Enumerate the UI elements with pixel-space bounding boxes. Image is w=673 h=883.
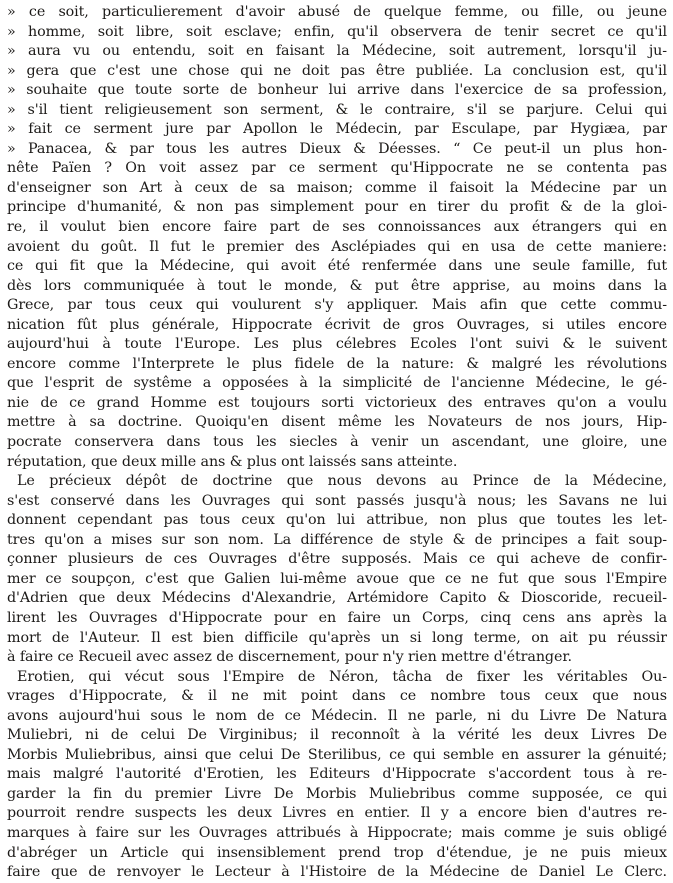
text-line: lirent les Ouvrages d'Hippocrate pour en faire un Corps, cinq cens ans après la bbox=[7, 609, 667, 626]
paragraph-erotien bbox=[7, 668, 667, 883]
text-line: encore comme l'Interprete le plus fidele de la nature: & malgré les révolutions bbox=[7, 355, 667, 372]
text-line: avoient du goût. Il fut le premier des Asclépiades qui en usa de cette maniere: bbox=[7, 238, 667, 255]
text-line: tres qu'on a mises sur son nom. La différence de style & de principes a fait soup- bbox=[7, 531, 667, 548]
text-line: dès lors communiquée à tout le monde, & put être apprise, au moins dans la bbox=[7, 277, 667, 294]
text-line: Le précieux dépôt de doctrine que nous devons au Prince de la Médecine, bbox=[17, 473, 667, 490]
text-line: vrages d'Hippocrate, & il ne mit point dans ce nombre tous ceux que nous bbox=[7, 688, 667, 705]
text-line: nie de ce grand Homme est toujours sorti victorieux des entraves qu'on a voulu bbox=[7, 394, 667, 411]
text-line: que l'esprit de systême a opposées à la simplicité de l'ancienne Médecine, le gé- bbox=[7, 375, 667, 392]
text-line: » souhaite que toute sorte de bonheur lui arrive dans l'exercice de sa profession, bbox=[7, 82, 667, 99]
text-line: d'abréger un Article qui insensiblement prend trop d'étendue, je ne puis mieux bbox=[7, 844, 667, 861]
text-line: donnent cependant pas tous ceux qu'on lui attribue, non plus que toutes les let- bbox=[7, 512, 667, 529]
text-line: Morbis Muliebribus, ainsi que celui De Sterilibus, ce qui semble en assurer la génuité; bbox=[7, 746, 667, 763]
text-line: » homme, soit libre, soit esclave; enfin, qu'il observera de tenir secret ce qu'il bbox=[7, 23, 667, 40]
text-line: Muliebri, ni de celui De Virginibus; il reconnoît à la vérité les deux Livres De bbox=[7, 727, 667, 744]
text-line: nication fût plus générale, Hippocrate écrivit de gros Ouvrages, si utiles encore bbox=[7, 316, 667, 333]
text-line: avons aujourd'hui sous le nom de ce Médecin. Il ne parle, ni du Livre De Natura bbox=[7, 707, 667, 724]
text-line: pocrate conservera dans tous les siecles à venir un ascendant, une gloire, une bbox=[7, 434, 667, 451]
text-line: pourroit rendre suspects les deux Livres en entier. Il y a encore bien d'autres re- bbox=[7, 805, 667, 822]
text-line: ce qui fit que la Médecine, qui avoit été renfermée dans une seule famille, fut bbox=[7, 258, 667, 275]
paragraph-oath-conclusion bbox=[7, 3, 667, 472]
text-line: d'Adrien que deux Médecins d'Alexandrie, Artémidore Capito & Dioscoride, recueil- bbox=[7, 590, 667, 607]
text-line: à faire ce Recueil avec assez de discernement, pour n'y rien mettre d'étranger. bbox=[7, 649, 572, 666]
text-line: d'enseigner son Art à ceux de sa maison; comme il faisoit la Médecine par un bbox=[7, 179, 667, 196]
text-line: mort de l'Auteur. Il est bien difficile qu'après un si long terme, on ait pu réussir bbox=[7, 629, 667, 646]
paragraph-doctrine-deposit bbox=[7, 472, 667, 667]
text-line: mettre à sa doctrine. Quoiqu'en disent même les Novateurs de nos jours, Hip- bbox=[7, 414, 667, 431]
text-line: » s'il tient religieusement son serment, & le contraire, s'il se parjure. Celui qui bbox=[7, 101, 667, 118]
text-line: » ce soit, particulierement d'avoir abusé de quelque femme, ou fille, ou jeune bbox=[7, 4, 667, 20]
text-line: aujourd'hui à toute l'Europe. Les plus célebres Ecoles l'ont suivi & le suivent bbox=[7, 336, 667, 353]
text-line: faire que de renvoyer le Lecteur à l'Histoire de la Médecine de Daniel Le Clerc. bbox=[7, 864, 667, 881]
text-line: mais malgré l'autorité d'Erotien, les Editeurs d'Hippocrate s'accordent tous à re- bbox=[7, 766, 667, 783]
text-line: réputation, que deux mille ans & plus ont laissés sans atteinte. bbox=[7, 453, 458, 470]
text-line: marques à faire sur les Ouvrages attribués à Hippocrate; mais comme je suis obligé bbox=[7, 824, 667, 841]
text-line: principe d'humanité, & non pas simplement pour en tirer du profit & de la gloi- bbox=[7, 199, 667, 216]
text-line: Erotien, qui vécut sous l'Empire de Néron, tâcha de fixer les véritables Ou- bbox=[17, 668, 667, 685]
text-line: garder la fin du premier Livre De Morbis Muliebribus comme supposée, ce qui bbox=[7, 785, 667, 802]
text-line: çonner plusieurs de ces Ouvrages d'être supposés. Mais ce qui acheve de confir- bbox=[7, 551, 667, 568]
text-line: Grece, par tous ceux qui voulurent s'y appliquer. Mais afin que cette commu- bbox=[7, 297, 667, 314]
text-line: » aura vu ou entendu, soit en faisant la Médecine, soit autrement, lorsqu'il ju- bbox=[7, 43, 667, 60]
text-line: s'est conservé dans les Ouvrages qui sont passés jusqu'à nous; les Savans ne lui bbox=[7, 492, 667, 509]
text-line: mer ce soupçon, c'est que Galien lui-même avoue que ce ne fut que sous l'Empire bbox=[7, 570, 667, 587]
text-line: » gera que c'est une chose qui ne doit pas être publiée. La conclusion est, qu'il bbox=[7, 62, 667, 79]
text-line: » fait ce serment jure par Apollon le Médecin, par Esculape, par Hygiæa, par bbox=[7, 121, 667, 138]
text-line: nête Païen ? On voit assez par ce serment qu'Hippocrate ne se contenta pas bbox=[7, 160, 667, 177]
text-line: re, il voulut bien encore faire part de ses connoissances aux étrangers qui en bbox=[7, 219, 667, 236]
text-line: » Panacea, & par tous les autres Dieux & Déesses. “ Ce peut-il un plus hon- bbox=[7, 140, 667, 157]
